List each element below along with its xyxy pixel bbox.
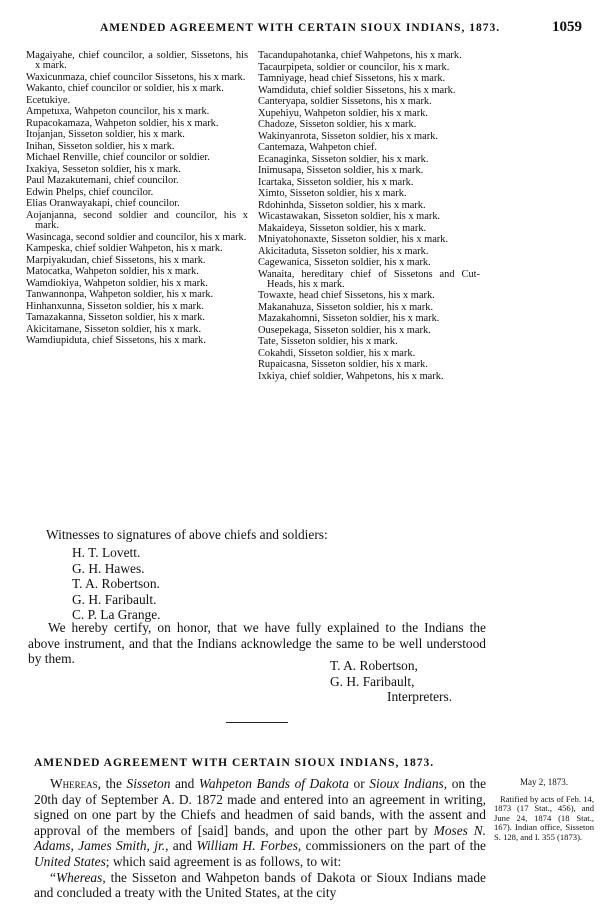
signature-entry: Ixakiya, Sesseton soldier, his x mark.: [26, 163, 181, 175]
signature-entry: Rdohinhda, Sisseton soldier, his x mark.: [258, 199, 426, 211]
agreement-paragraph: [34, 870, 486, 901]
signature-entry: Chadoze, Sisseton soldier, his x mark.: [258, 119, 417, 130]
text-run: or: [348, 776, 370, 791]
witnesses-list: [72, 545, 161, 623]
signature-entry: Inimusapa, Sisseton soldier, his x mark.: [258, 165, 424, 176]
signature-entry: Hinhanxunna, Sisseton soldier, his x mark.: [26, 300, 204, 312]
text-run: “: [50, 869, 56, 885]
text-run: Whereas: [50, 776, 98, 791]
text-run: , the Sisseton and Wahpeton bands of Dakota or Sioux Indians made and concluded a treaty with the United States, at the city: [34, 869, 486, 901]
signature-entry: Magaiyahe, chief councilor, a soldier, Sissetons, his x mark.: [26, 50, 248, 72]
signature-entry: Rupacokamaza, Wahpeton soldier, his x mark.: [26, 117, 219, 129]
signature-entry: Wanaita, hereditary chief of Sissetons and Cut-Heads, his x mark.: [258, 268, 480, 290]
page-number: 1059: [552, 19, 582, 35]
text-run: Moses N. Adams: [34, 822, 486, 854]
signature-entry: Elias Oranwayakapi, chief councilor.: [26, 198, 180, 210]
text-run: Sioux Indians: [369, 776, 444, 791]
signature-entry: Cantemaza, Wahpeton chief.: [258, 142, 377, 153]
text-run: , on the 20th day of September A. D. 1872 made and entered into an agreement in writing, signed on one part by the Chiefs and headmen of said bands, with the assent and approval of the members of [said] bands, and upon the other part by: [34, 776, 487, 838]
signature-entry: Inihan, Sisseton soldier, his x mark.: [26, 140, 175, 152]
signatures-right-column: [258, 51, 480, 383]
signature-entry: Makaideya, Sisseton soldier, his x mark.: [258, 222, 427, 234]
signature-entry: Tamazakanna, Sisseton soldier, his x mark.: [26, 312, 205, 324]
signature-entry: Akicitaduta, Sisseton soldier, his x mark.: [258, 245, 429, 257]
signature-entry: Ampetuxa, Wahpeton councilor, his x mark.: [26, 106, 210, 118]
signature-entry: Wakanto, chief councilor or soldier, his x mark.: [26, 83, 224, 95]
interpreters-signature: [330, 658, 452, 705]
interpreters-label: Interpreters.: [387, 689, 453, 705]
text-run: , commissioners on the part of the: [297, 838, 486, 854]
signature-entry: Marpiyakudan, chief Sissetons, his x mark.: [26, 254, 206, 266]
signature-entry: Edwin Phelps, chief councilor.: [26, 186, 154, 198]
signature-entry: Aojanjanna, second soldier and councilor, his x mark.: [26, 209, 248, 232]
signature-entry: Itojanjan, Sisseton soldier, his x mark.: [26, 129, 185, 141]
agreement-body: [34, 776, 486, 901]
signature-entry: Kampeska, chief soldier Wahpeton, his x mark.: [26, 243, 223, 255]
certification-paragraph: We hereby certify, on honor, that we have fully explained to the Indians the above instrument, and that the Indians acknowledge the same to be well understood by them.: [28, 620, 486, 667]
signature-entry: Cagewanica, Sisseton soldier, his x mark.: [258, 257, 431, 268]
text-run: and: [170, 776, 199, 791]
text-run: United States: [34, 853, 106, 869]
signature-entry: Ximto, Sisseton soldier, his x mark.: [258, 188, 407, 199]
text-run: ; which said agreement is as follows, to wit:: [105, 853, 342, 869]
signature-entry: Tacandupahotanka, chief Wahpetons, his x mark.: [258, 50, 462, 61]
signature-entry: Wamdiduta, chief soldier Sissetons, his x mark.: [258, 84, 456, 96]
text-run: , the: [97, 776, 127, 791]
text-run: Sisseton: [126, 776, 171, 791]
interpreter-name: G. H. Faribault,: [330, 673, 415, 689]
margin-note-text: Ratified by acts of Feb. 14, 1873 (17 Stat., 456), and June 24, 1874 (18 Stat., 167). Indian office, Sisseton S. 128, and I. 355 (1873).: [494, 793, 594, 842]
witnesses-intro: Witnesses to signatures of above chiefs and soldiers:: [46, 527, 328, 542]
signature-entry: Tamniyage, head chief Sissetons, his x mark.: [258, 73, 446, 84]
signature-entry: Ecetukiye.: [26, 94, 71, 106]
page-header: [0, 19, 600, 38]
signature-entry: Xupehiyu, Wahpeton soldier, his x mark.: [258, 107, 428, 119]
signature-entry: Wamdiupiduta, chief Sissetons, his x mark.: [26, 335, 206, 347]
signature-entry: Tate, Sisseton soldier, his x mark.: [258, 336, 398, 348]
signature-entry: Tanwannonpa, Wahpeton soldier, his x mark.: [26, 289, 214, 301]
signature-entry: Ousepekaga, Sisseton soldier, his x mark.: [258, 324, 431, 336]
signature-entry: Matocatka, Wahpeton soldier, his x mark.: [26, 266, 199, 278]
signature-entry: Michael Renville, chief councilor or soldier.: [26, 152, 210, 164]
witness-name: H. T. Lovett.: [72, 545, 141, 560]
witness-name: C. P. La Grange.: [72, 607, 161, 623]
signature-entry: Towaxte, head chief Sissetons, his x mark.: [258, 290, 435, 302]
text-run: ,: [70, 838, 79, 854]
signature-entry: Tacaurpipeta, soldier or councilor, his x mark.: [258, 61, 450, 73]
signature-entry: Cokahdi, Sisseton soldier, his x mark.: [258, 347, 416, 359]
signature-entry: Makanahuza, Sisseton soldier, his x mark.: [258, 301, 434, 313]
signature-entry: Wakinyanrota, Sisseton soldier, his x mark.: [258, 130, 438, 142]
signature-entry: Mniyatohonaxte, Sisseton soldier, his x mark.: [258, 234, 449, 245]
agreement-paragraph: [34, 776, 486, 870]
signature-entry: Wamdiokiya, Wahpeton soldier, his x mark.: [26, 277, 208, 289]
signature-entry: Ixkiya, chief soldier, Wahpetons, his x mark.: [258, 370, 444, 382]
margin-note-date: May 2, 1873.: [520, 777, 568, 787]
signature-entry: Waxicunmaza, chief councilor Sissetons, his x mark.: [26, 71, 246, 83]
signature-entry: Rupaicasna, Sisseton soldier, his x mark.: [258, 359, 428, 371]
margin-note: [494, 778, 594, 843]
signature-entry: Icartaka, Sisseton soldier, his x mark.: [258, 176, 414, 188]
signature-entry: Wicastawakan, Sisseton soldier, his x mark.: [258, 211, 441, 222]
signature-entry: Mazakahomni, Sisseton soldier, his x mark.: [258, 313, 440, 325]
witness-name: G. H. Hawes.: [72, 560, 145, 576]
witness-name: G. H. Faribault.: [72, 591, 157, 607]
running-title: AMENDED AGREEMENT WITH CERTAIN SIOUX INDIANS, 1873.: [100, 22, 501, 34]
signature-entry: Akicitamane, Sisseton soldier, his x mark.: [26, 323, 202, 335]
interpreter-name: T. A. Robertson,: [330, 658, 418, 673]
section-title: AMENDED AGREEMENT WITH CERTAIN SIOUX INDIANS, 1873.: [34, 757, 435, 769]
text-run: , and: [165, 838, 197, 854]
signature-entry: Paul Mazakutemani, chief councilor.: [26, 175, 179, 187]
section-divider: [226, 722, 288, 723]
signature-entry: Ecanaginka, Sisseton soldier, his x mark.: [258, 153, 429, 165]
text-run: James Smith, jr.: [78, 838, 166, 854]
text-run: William H. Forbes: [196, 838, 298, 854]
witness-name: T. A. Robertson.: [72, 576, 160, 592]
text-run: Wahpeton Bands of Dakota: [198, 776, 349, 791]
signature-entry: Canteryapa, soldier Sissetons, his x mark.: [258, 96, 432, 107]
signature-entry: Wasincaga, second soldier and councilor, his x mark.: [26, 231, 247, 243]
signatures-left-column: [26, 51, 248, 348]
text-run: Whereas: [55, 869, 103, 885]
